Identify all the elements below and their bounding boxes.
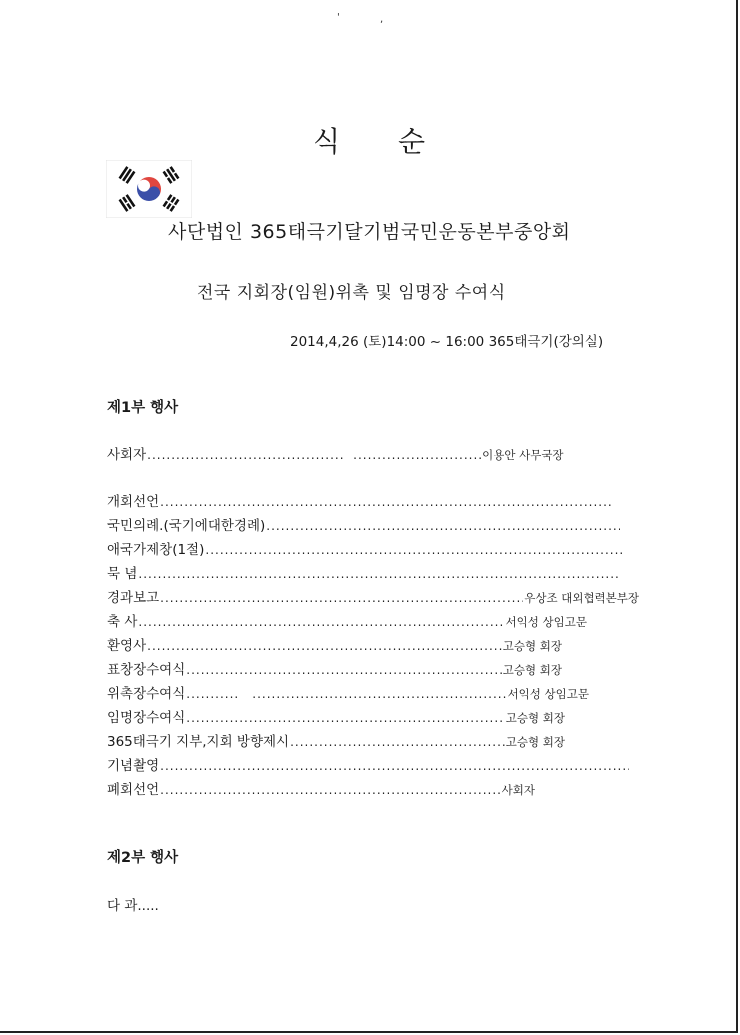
- dot-leader: [205, 543, 624, 557]
- program-label: 폐회선언: [107, 782, 160, 798]
- organization-name: 사단법인 365태극기달기범국민운동본부중앙회: [168, 221, 571, 243]
- program-row: [107, 586, 639, 606]
- event-subtitle: 전국 지회장(임원)위촉 및 임명장 수여식: [197, 283, 506, 303]
- event-datetime: 2014,4,26 (토)14:00 ~ 16:00 365태극기(강의실): [290, 334, 604, 350]
- dot-leader: [160, 495, 614, 509]
- program-row-emcee: [107, 443, 577, 463]
- program-row: [107, 730, 565, 750]
- program-label: 묵 념: [107, 566, 138, 582]
- scan-mark: ': [337, 12, 340, 23]
- program-person: 고승형 회장: [505, 711, 565, 725]
- program-person: 서익성 상임고문: [505, 615, 587, 629]
- program-person: 고승형 회장: [505, 735, 565, 749]
- program-label: 경과보고: [107, 590, 160, 606]
- program-person: 서익성 상임고문: [507, 687, 589, 701]
- program-person: 우상조 대외협력본부장: [524, 591, 639, 605]
- dot-leader: [266, 519, 620, 533]
- program-row: [107, 778, 535, 798]
- program-label: 개회선언: [107, 494, 160, 510]
- program-row: [107, 658, 562, 678]
- dot-leader: [186, 711, 505, 725]
- program-label: 표창장수여식: [107, 662, 186, 678]
- title-char: 순: [398, 125, 428, 158]
- program-row: [107, 514, 621, 534]
- program-person: 이용안 사무국장: [482, 448, 564, 462]
- dot-leader: [147, 448, 343, 462]
- dot-leader: [138, 615, 504, 629]
- program-label: 애국가제창(1절): [107, 542, 205, 558]
- dot-leader: [160, 759, 629, 773]
- program-label: 기념촬영: [107, 758, 160, 774]
- program-person: 고승형 회장: [502, 639, 562, 653]
- title-char: 식: [312, 125, 342, 158]
- program-label: 임명장수여식: [107, 710, 186, 726]
- dot-leader: [138, 567, 619, 581]
- program-person: 고승형 회장: [502, 663, 562, 677]
- dot-leader: [186, 687, 240, 701]
- part2-heading: 제2부 행사: [107, 850, 179, 866]
- dot-leader: [147, 639, 502, 653]
- program-row: [107, 490, 615, 510]
- part2-text: 다 과.....: [107, 898, 159, 914]
- part1-heading: 제1부 행사: [107, 400, 179, 416]
- program-row: [107, 538, 625, 558]
- dot-leader: [290, 735, 505, 749]
- dot-leader: [160, 591, 523, 605]
- dot-leader: [186, 663, 502, 677]
- dot-leader: [160, 783, 501, 797]
- program-label: 환영사: [107, 638, 147, 654]
- program-label: 국민의례.(국기에대한경례): [107, 518, 266, 534]
- document-title: [0, 120, 740, 160]
- scan-mark: ,: [380, 14, 384, 25]
- program-row: [107, 754, 630, 774]
- program-row: [107, 634, 562, 654]
- program-row: [107, 562, 620, 582]
- program-label: 축 사: [107, 614, 138, 630]
- program-row: [107, 682, 589, 702]
- program-person: 사회자: [501, 783, 535, 797]
- dot-leader: [252, 687, 506, 701]
- program-row: [107, 610, 587, 630]
- dot-leader: [353, 448, 481, 462]
- taegukgi-flag-icon: [106, 160, 192, 218]
- program-row: [107, 706, 565, 726]
- program-label: 365태극기 지부,지회 방향제시: [107, 734, 290, 750]
- program-label: 사회자: [107, 447, 147, 463]
- program-label: 위촉장수여식: [107, 686, 186, 702]
